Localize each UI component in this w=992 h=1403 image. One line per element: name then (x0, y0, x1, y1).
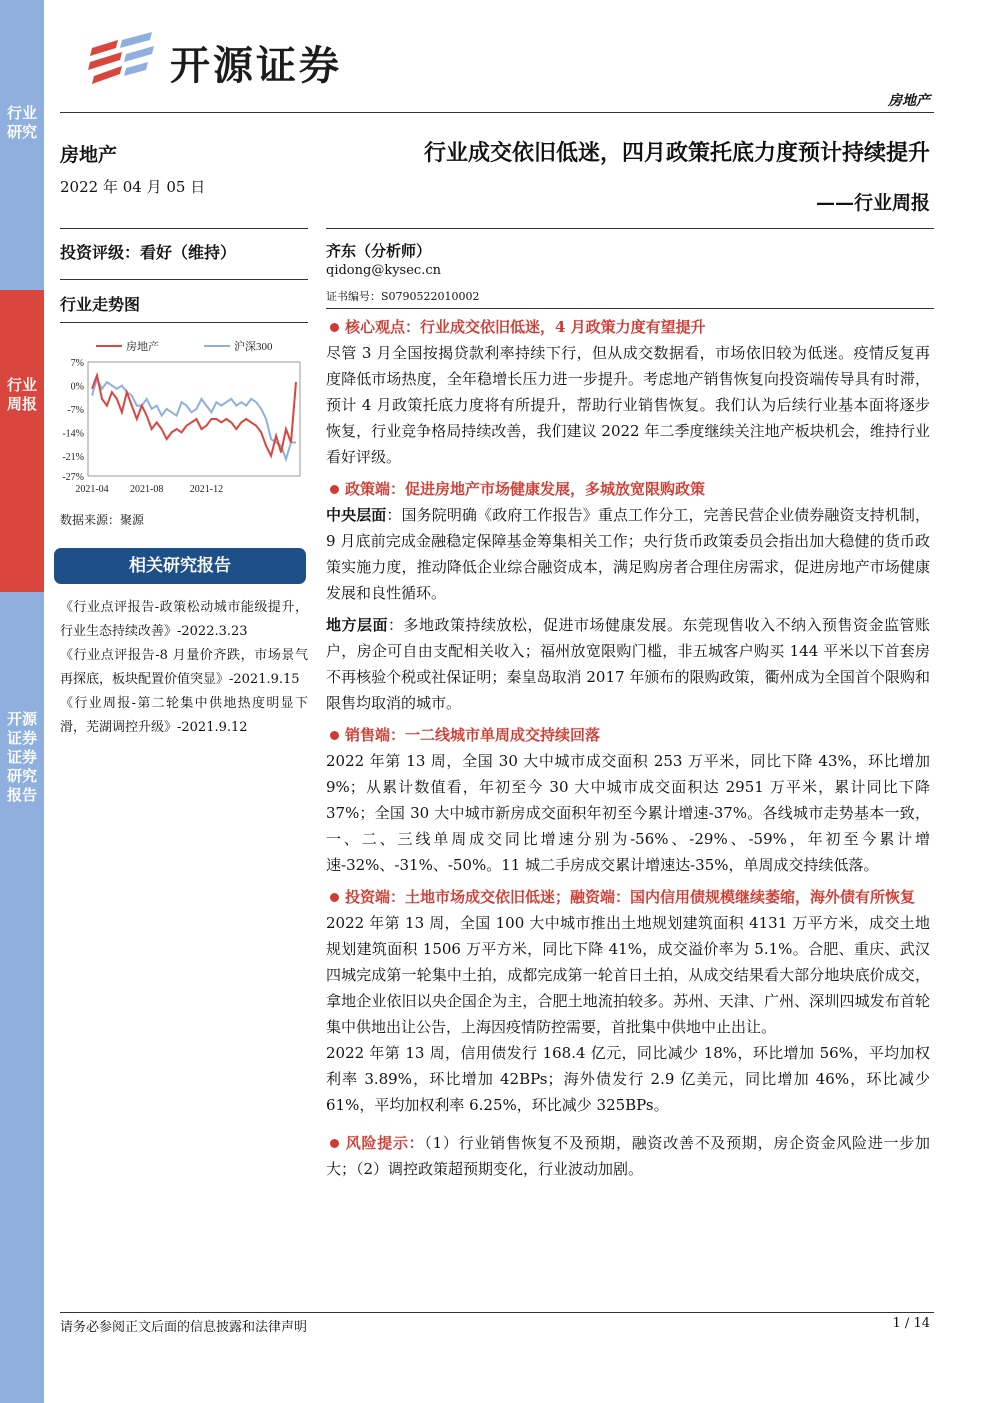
section-paragraph: 2022 年第 13 周，信用债发行 168.4 亿元，同比减少 18%，环比增加 56%，平均加权利率 3.89%，环比增加 42BPs；海外债发行 2.9 亿美元，同比增加 46%，环比减少 61%，平均加权利率 6.25%，环比减少 325BPs。 (326, 1044, 930, 1114)
left-divider-3 (60, 322, 308, 323)
bullet-icon (330, 893, 339, 902)
risk-paragraph: 风险提示：（1）行业销售恢复不及预期，融资改善不及预期，房企资金风险进一步加大；（2）调控政策超预期变化，行业波动加剧。 (326, 1134, 930, 1178)
report-title: 行业成交依旧低迷，四月政策托底力度预计持续提升 (423, 140, 930, 166)
section-paragraph: 中央层面：国务院明确《政府工作报告》重点工作分工，完善民营企业债券融资支持机制，9 月底前完成金融稳定保障基金筹集相关工作；央行货币政策委员会指出加大稳健的货币政策实施力度，推动降低企业综合融资成本，满足购房者合理住房需求，促进房地产市场健康发展和良性循环。 (326, 506, 930, 602)
y-tick-label: -21% (62, 451, 84, 463)
y-tick-label: 7% (70, 358, 84, 369)
related-report-item[interactable]: 《行业点评报告-政策松动城市能级提升，行业生态持续改善》-2022.3.23 (60, 600, 308, 639)
related-reports-header: 相关研究报告 (54, 548, 306, 584)
section-heading: 销售端：一二线城市单周成交持续回落 (326, 722, 930, 748)
y-tick-label: -27% (62, 472, 84, 483)
trend-chart-svg (60, 328, 308, 500)
section-paragraph: 2022 年第 13 周，全国 30 大中城市成交面积 253 万平米，同比下降 43%，环比增加 9%；从累计数值看，年初至今 30 大中城市成交面积达 2951 万平米，累计同比下降 37%；全国 30 大中城市新房成交面积年初至今累计增速-37%。各线城市走势基本一致，一、二、三线单周成交同比增速分别为-56%、-29%、-59%，年初至今累计增速-32%、-31%、-50%。11 城二手房成交累计增速达-35%，单周成交持续低落。 (326, 752, 930, 874)
analyst-name: 齐东（分析师） (326, 242, 432, 260)
related-reports-list (60, 596, 308, 740)
section-paragraph: 尽管 3 月全国按揭贷款利率持续下行，但从成交数据看，市场依旧较为低迷。疫情反复再度降低市场热度，全年稳增长压力进一步提升。考虑地产销售恢复向投资端传导具有时滞，预计 4 月政策托底力度将有所提升，帮助行业销售恢复。我们认为后续行业基本面将逐步恢复，行业竞争格局持续改善，我们建议 2022 年二季度继续关注地产板块机会，维持行业看好评级。 (326, 344, 930, 466)
side-band-mid (0, 290, 44, 592)
side-label-research: 行业研究 (6, 104, 37, 141)
bullet-icon (330, 1139, 339, 1148)
y-tick-label: -14% (62, 428, 84, 440)
chart-plot-frame (88, 362, 300, 476)
bullet-icon (330, 485, 339, 494)
trend-chart (60, 328, 308, 500)
y-tick-label: -7% (67, 404, 84, 416)
section-paragraph: 地方层面：多地政策持续放松，促进市场健康发展。东莞现售收入不纳入预售资金监管账户，房企可自由支配相关收入；福州放宽限购门槛，非五城客户购买 144 平米以下首套房不再核验个税或社保证明；秦皇岛取消 2017 年颁布的限购政策，衢州成为全国首个限购和限售均取消的城市。 (326, 616, 930, 712)
report-date: 2022 年 04 月 05 日 (60, 178, 206, 196)
analyst-email[interactable]: qidong@kysec.cn (326, 263, 441, 278)
brand-logo (88, 30, 388, 90)
header-sector-tag: 房地产 (888, 93, 930, 109)
x-tick-label: 2021-12 (189, 484, 224, 495)
section-heading: 政策端：促进房地产市场健康发展，多城放宽限购政策 (326, 476, 930, 502)
bullet-icon (330, 731, 339, 740)
sector-label: 房地产 (60, 144, 118, 166)
page-number: 1 / 14 (892, 1316, 930, 1331)
related-report-item[interactable]: 《行业周报-第二轮集中供地热度明显下滑，芜湖调控升级》-2021.9.12 (60, 696, 308, 735)
brand-name: 开源证券 (170, 43, 342, 89)
analyst-cert: 证书编号：S0790522010002 (326, 290, 480, 303)
header-divider (60, 112, 934, 113)
logo-mark-icon (88, 30, 160, 88)
data-source: 数据来源：聚源 (60, 513, 145, 527)
legend-label: 沪深300 (234, 341, 273, 353)
footer-disclaimer[interactable]: 请务必参阅正文后面的信息披露和法律声明 (60, 1320, 308, 1335)
investment-rating: 投资评级：看好（维持） (60, 243, 237, 262)
right-divider-2 (326, 308, 934, 309)
report-subtitle: ——行业周报 (815, 192, 930, 214)
x-tick-label: 2021-04 (75, 484, 109, 495)
trend-chart-title: 行业走势图 (60, 295, 141, 314)
x-tick-label: 2021-08 (130, 484, 164, 495)
bullet-icon (330, 323, 339, 332)
left-divider-2 (60, 279, 308, 280)
section-heading: 投资端：土地市场成交依旧低迷；融资端：国内信用债规模继续萎缩，海外债有所恢复 (326, 884, 930, 910)
series-line-csi300 (92, 379, 296, 459)
side-band-top (0, 0, 44, 290)
footer-divider (60, 1312, 934, 1313)
legend-label: 房地产 (126, 341, 159, 353)
right-divider-1 (326, 228, 934, 229)
related-report-item[interactable]: 《行业点评报告-8 月量价齐跌，市场景气再探底，板块配置价值突显》-2021.9.15 (60, 648, 308, 687)
y-tick-label: 0% (70, 381, 84, 393)
section-paragraph: 2022 年第 13 周，全国 100 大中城市推出土地规划建筑面积 4131 万平方米，成交土地规划建筑面积 1506 万平方米，同比下降 41%，成交溢价率为 5.1%。合肥、重庆、武汉四城完成第一轮集中土拍，成都完成第一轮首日土拍，从成交结果看大部分地块底价成交，拿地企业依旧以央企国企为主，合肥土地流拍较多。苏州、天津、广州、深圳四城发布首轮集中供地出让公告，上海因疫情防控需要，首批集中供地中止出让。 (326, 914, 930, 1036)
report-body (326, 314, 930, 1188)
left-divider-1 (60, 228, 308, 229)
side-label-weekly: 行业周报 (6, 376, 37, 413)
section-heading: 核心观点：行业成交依旧低迷，4 月政策力度有望提升 (326, 314, 930, 340)
side-label-brand: 开源证券 证券研究报告 (6, 710, 37, 804)
